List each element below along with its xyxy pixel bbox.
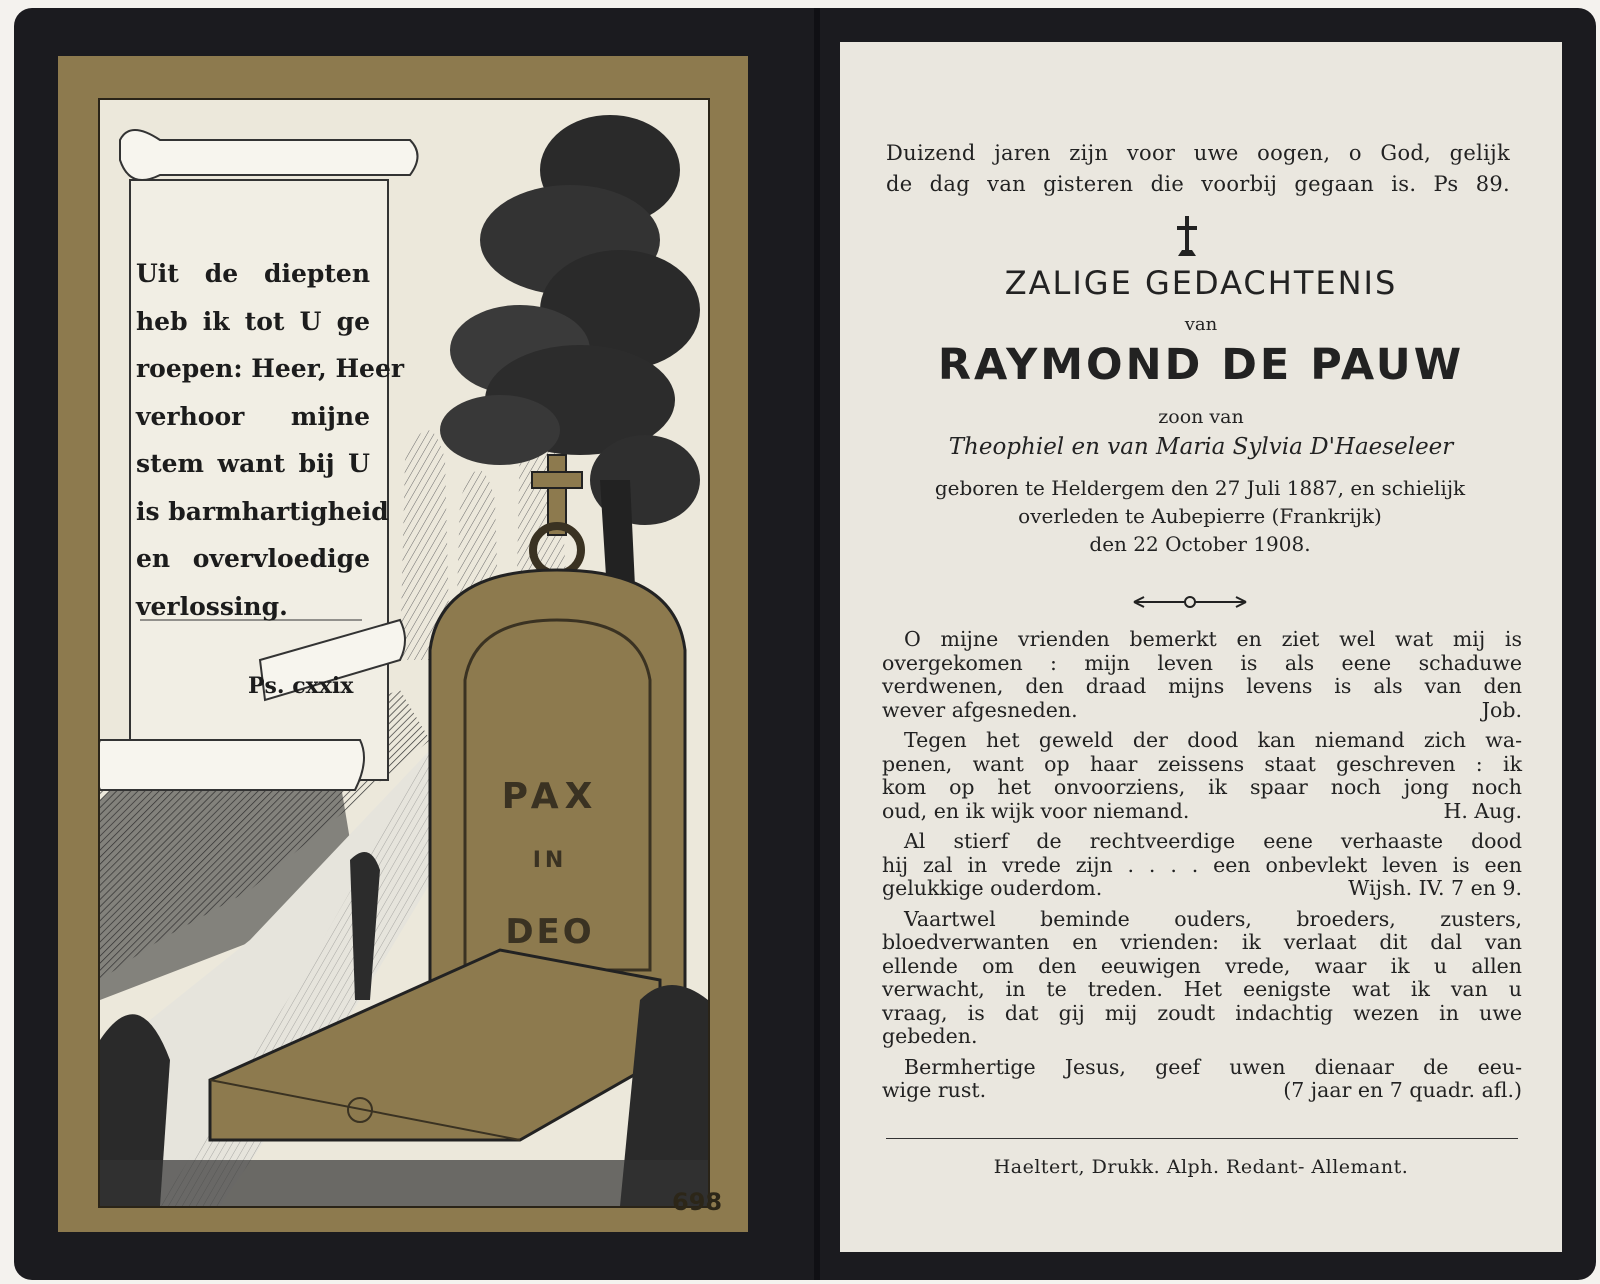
memorial-card — [14, 8, 1596, 1280]
verse-last-line — [882, 800, 1522, 824]
verse-line: gelukkige ouderdom. — [882, 876, 1103, 900]
verse-line: wige rust. — [882, 1078, 987, 1102]
birth-line: den 22 October 1908. — [1089, 532, 1311, 556]
scroll-line: stem want bij U — [136, 449, 370, 478]
verse-paragraph — [882, 830, 1522, 901]
plate-number: 698 — [672, 1188, 723, 1216]
opening-psalm — [886, 138, 1510, 200]
verse-line: Al stierf de rechtveerdige eene verhaaste dood — [904, 829, 1522, 853]
psalm-line: Duizend jaren zijn voor uwe oogen, o God, gelijk — [886, 141, 1510, 165]
scroll-verse — [136, 250, 405, 630]
psalm-line: de dag van gisteren die voorbij gegaan is. Ps 89. — [886, 172, 1510, 196]
parents-names: Theophiel en van Maria Sylvia D'Haeseleer — [948, 434, 1454, 460]
verse-line: vraag, is dat gij mij zoudt indachtig wezen in uwe — [882, 1000, 1522, 1025]
birth-line: geboren te Heldergem den 27 Juli 1887, en schielijk — [934, 476, 1466, 500]
verse-paragraph — [882, 729, 1522, 823]
verse-source: H. Aug. — [1443, 798, 1522, 823]
zoon-van-label: zoon van — [1158, 406, 1244, 428]
verse-line: gebeden. — [882, 1024, 978, 1048]
verse-line: Vaartwel beminde ouders, broeders, zusters, — [904, 906, 1522, 931]
left-panel-frame — [58, 56, 748, 1232]
verses-block — [882, 628, 1522, 1110]
scroll-line: heb ik tot U ge — [136, 306, 370, 336]
van-label: van — [1184, 314, 1218, 335]
verse-line: verdwenen, den draad mijns levens is als van den — [882, 674, 1522, 698]
scroll-psalm-reference: Ps. cxxix — [248, 673, 354, 699]
verse-last-line — [882, 877, 1522, 901]
verse-line: Tegen het geweld der dood kan niemand zich wa- — [904, 728, 1522, 752]
left-panel-illustration — [98, 98, 710, 1208]
verse-last-line — [882, 1079, 1522, 1103]
scroll-line: roepen: Heer, Heer — [136, 354, 405, 383]
verse-line: hij zal in vrede zijn . . . . een onbevlekt leven is een — [882, 852, 1522, 877]
printer-credit: Haeltert, Drukk. Alph. Redant- Allemant. — [993, 1156, 1409, 1178]
verse-paragraph — [882, 1056, 1522, 1103]
verse-line: ellende om den eeuwigen vrede, waar ik u allen — [882, 953, 1522, 978]
tomb-inscription-pax: PAX — [501, 776, 599, 817]
birth-death-details — [880, 474, 1520, 558]
verse-paragraph — [882, 628, 1522, 722]
verse-line: wever afgesneden. — [882, 697, 1078, 722]
scroll-line: verlossing. — [136, 591, 288, 621]
verse-last-line — [882, 699, 1522, 723]
verse-line: Bermhertige Jesus, geef uwen dienaar de eeu- — [904, 1054, 1522, 1079]
scroll-line: Uit de diepten — [136, 259, 370, 288]
verse-line: overgekomen : mijn leven is als eene schaduwe — [882, 650, 1522, 675]
verse-source: (7 jaar en 7 quadr. afl.) — [1283, 1078, 1522, 1102]
verse-line: verwacht, in te treden. Het eenigste wat ik van u — [882, 977, 1522, 1001]
ornament-divider-icon — [1130, 594, 1250, 610]
tomb-inscription-deo: DEO — [505, 912, 595, 952]
right-panel-text — [840, 42, 1562, 1252]
verse-last-line — [882, 1025, 1522, 1049]
scroll-line: is barmhartigheid — [136, 496, 389, 526]
footer-rule — [886, 1138, 1518, 1139]
verse-paragraph — [882, 908, 1522, 1049]
verse-line: penen, want op haar zeissens staat geschreven : ik — [882, 751, 1522, 776]
verse-line: bloedverwanten en vrienden: ik verlaat dit dal van — [882, 930, 1522, 954]
tomb-inscription-in: IN — [532, 848, 568, 873]
card-fold — [814, 8, 820, 1280]
verse-line: kom op het onvoorziens, ik spaar noch jong noch — [882, 775, 1522, 799]
scroll-line: en overvloedige — [136, 544, 370, 573]
verse-line: O mijne vrienden bemerkt en ziet wel wat mij is — [904, 627, 1522, 651]
verse-line: oud, en ik wijk voor niemand. — [882, 798, 1190, 823]
memorial-heading: ZALIGE GEDACHTENIS — [1004, 264, 1398, 302]
verse-source: Job. — [1481, 697, 1522, 722]
birth-line: overleden te Aubepierre (Frankrijk) — [1018, 504, 1382, 528]
cross-icon — [1172, 214, 1202, 258]
verse-source: Wijsh. IV. 7 en 9. — [1348, 876, 1522, 900]
scroll-line: verhoor mijne — [136, 401, 370, 431]
deceased-name: RAYMOND DE PAUW — [937, 340, 1465, 390]
